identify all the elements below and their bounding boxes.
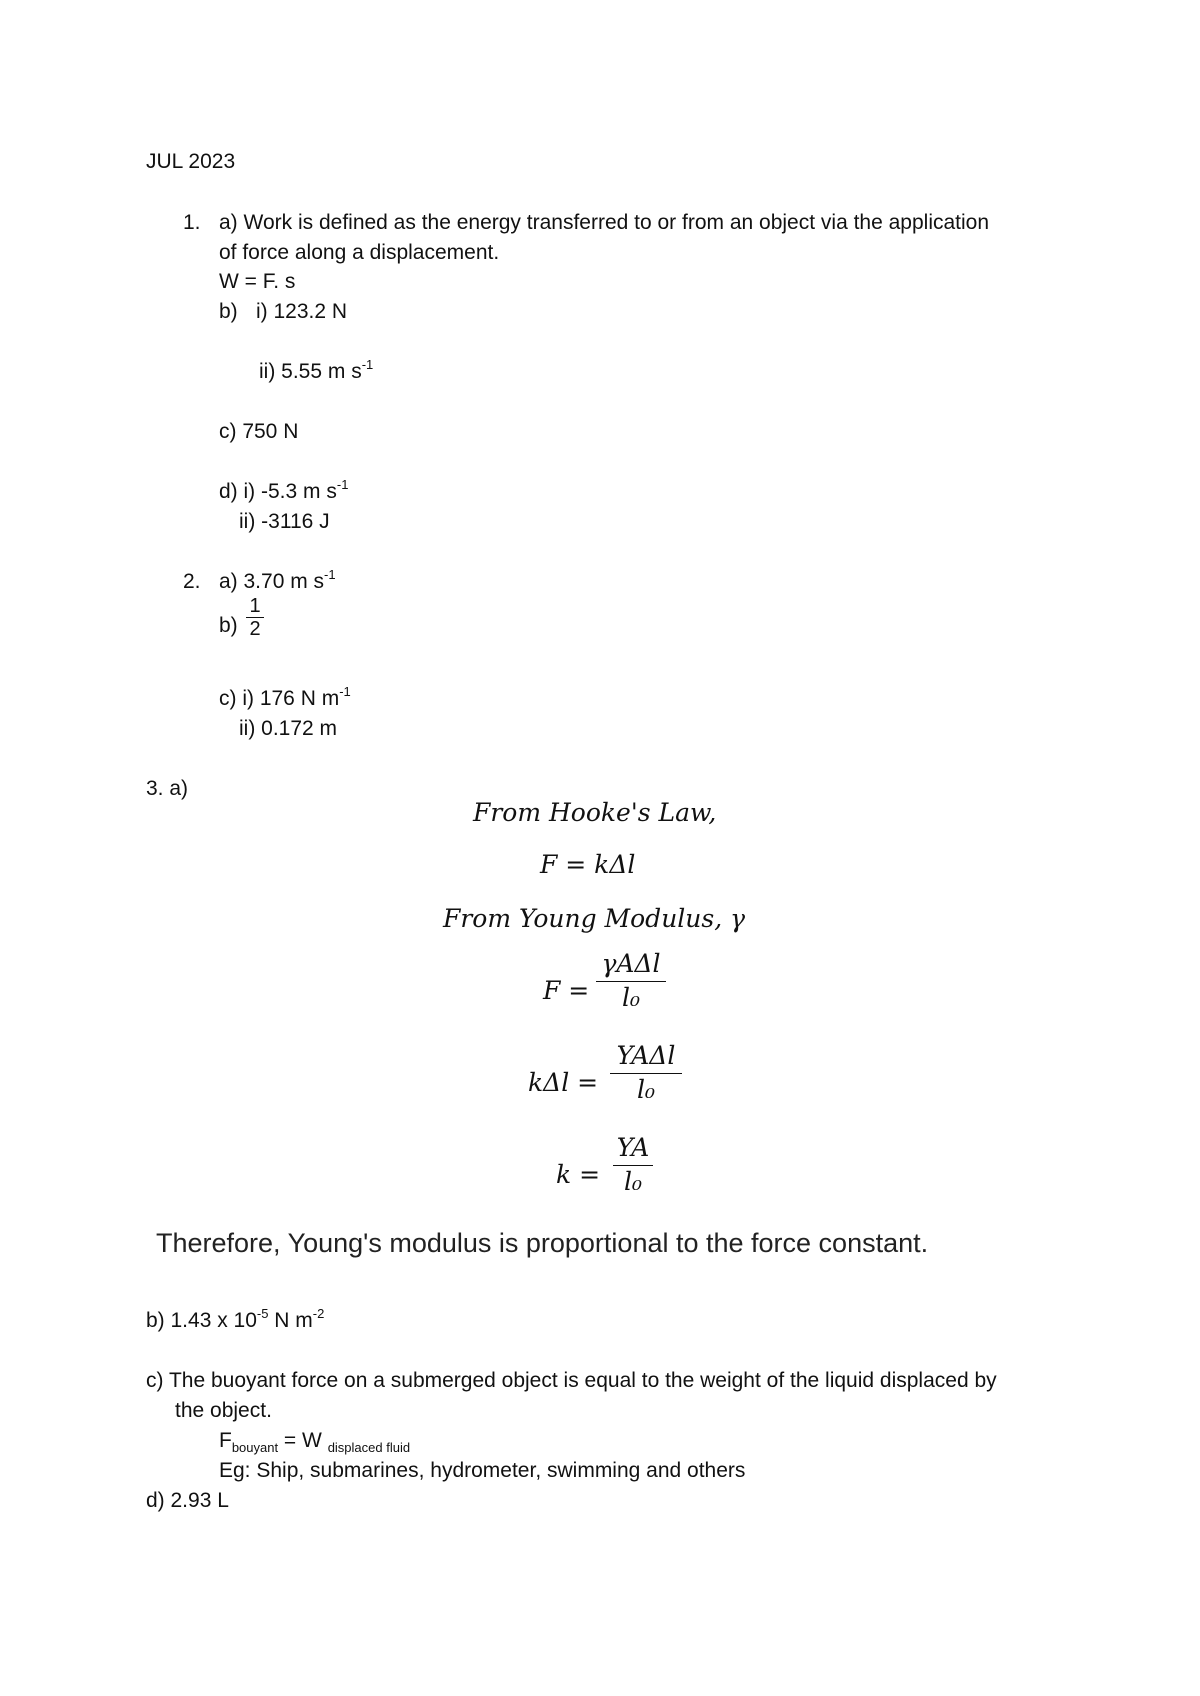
derivation-line-hookes-law: From Hooke's Law,: [473, 798, 717, 827]
q1-b-ii: ii) 5.55 m $s^{-1}$: [259, 357, 374, 383]
q2-a: a) 3.70 m $s^{-1}$: [219, 567, 336, 593]
q2-number: 2.: [183, 570, 201, 593]
page-title: JUL 2023: [146, 150, 236, 173]
eq1-denominator: l₀: [621, 982, 641, 1012]
q3-c-line1: c) The buoyant force on a submerged object is equal to the weight of the liquid displaced by: [146, 1369, 997, 1392]
eq3-fraction: [613, 1134, 653, 1197]
q1-number: 1.: [183, 211, 201, 234]
q1-a-formula: W = F. s: [219, 270, 296, 293]
eq1-fraction: [596, 950, 666, 1013]
q1-d-ii: ii) -3116 J: [239, 510, 330, 533]
eq1-numerator: γAΔl: [601, 949, 661, 978]
q2-c-i: c) i) 176 N $m^{-1}$: [219, 684, 351, 710]
q3-d: d) 2.93 L: [146, 1489, 229, 1512]
q1-b-i: i) 123.2 N: [256, 300, 348, 323]
eq2-numerator: YAΔl: [616, 1041, 676, 1070]
q1-a-line1: a) Work is defined as the energy transferred to or from an object via the application: [219, 211, 990, 234]
q3-c-examples: Eg: Ship, submarines, hydrometer, swimming and others: [219, 1459, 746, 1482]
eq2-lhs: kΔl =: [528, 1068, 599, 1097]
eq3-lhs: k =: [556, 1160, 601, 1189]
derivation-line-f-equals-kdl: F = kΔl: [540, 850, 636, 879]
fraction-bar: [610, 1073, 682, 1074]
eq1-lhs: F =: [543, 976, 590, 1005]
q3-therefore-statement: Therefore, Young's modulus is proportional to the force constant.: [156, 1228, 929, 1258]
q2-b-denominator: 2: [249, 618, 261, 640]
eq3-denominator: l₀: [623, 1166, 643, 1196]
q2-c-ii: ii) 0.172 m: [239, 717, 338, 740]
fraction-bar: [613, 1165, 653, 1166]
q2-b-numerator: 1: [249, 595, 261, 617]
eq3-numerator: YA: [616, 1133, 650, 1162]
q2-b-label: b): [219, 614, 238, 637]
eq2-denominator: l₀: [636, 1074, 656, 1104]
q3-c-line2: the object.: [175, 1399, 272, 1422]
fraction-bar: [596, 981, 666, 982]
derivation-line-young-modulus: From Young Modulus, γ: [443, 904, 746, 933]
q3-c-formula: $F_{bouyant} = W$ $_{displaced fluid}$: [219, 1429, 411, 1455]
q1-d-i: d) i) -5.3 m $s^{-1}$: [219, 477, 349, 503]
q1-c: c) 750 N: [219, 420, 299, 443]
q2-b-fraction: [246, 596, 264, 639]
q1-b-label: b): [219, 300, 238, 323]
eq2-fraction: [610, 1042, 682, 1105]
q1-a-line2: of force along a displacement.: [219, 241, 500, 264]
q3-b: b) 1.43 x $10^{-5}$ N $m^{-2}$: [146, 1306, 325, 1332]
q3-a-label: 3. a): [146, 777, 189, 800]
